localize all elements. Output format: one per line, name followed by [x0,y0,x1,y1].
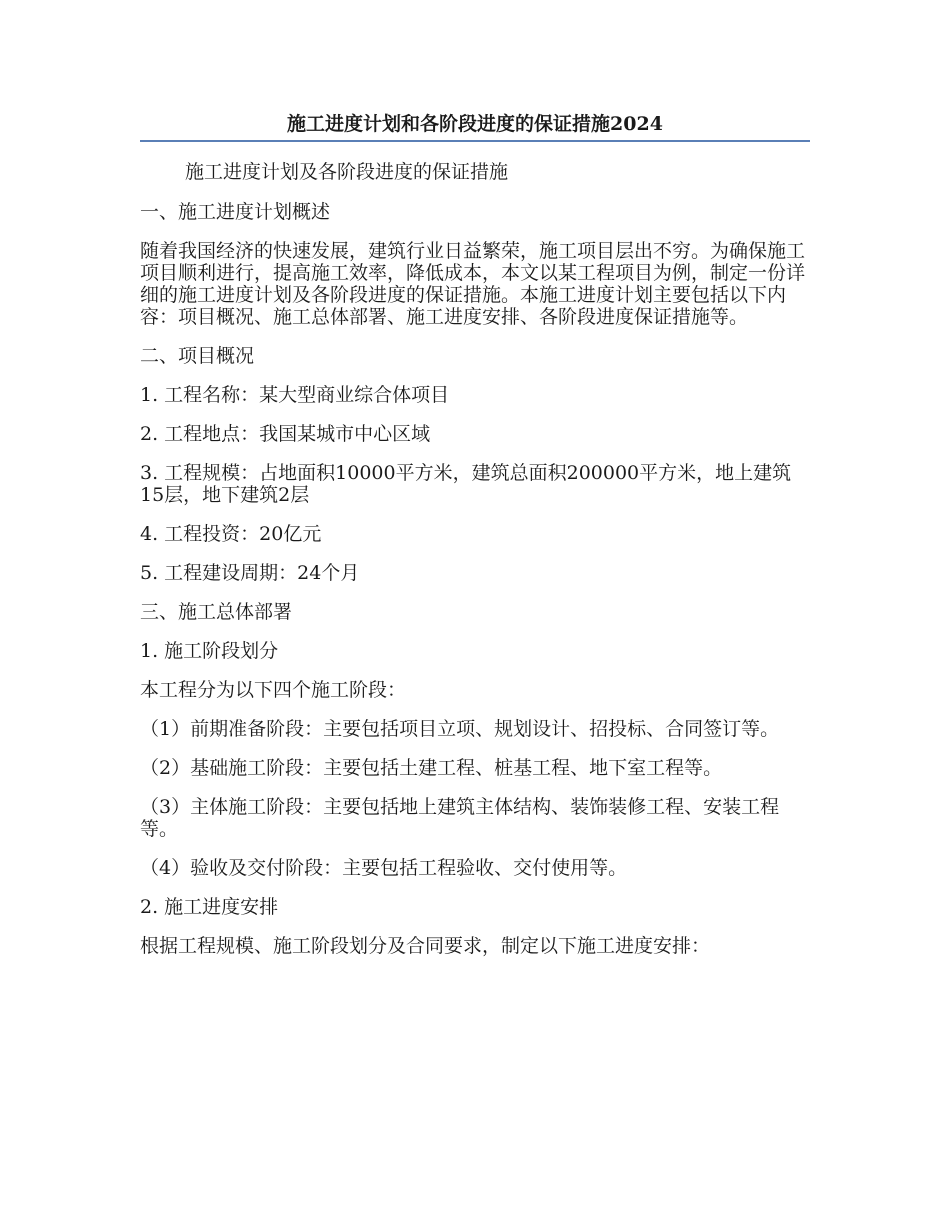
section-heading-overview: 一、施工进度计划概述 [140,201,331,223]
document-page [140,110,810,974]
document-subtitle: 施工进度计划及各阶段进度的保证措施 [185,161,509,183]
list-item-phase-1: （1）前期准备阶段：主要包括项目立项、规划设计、招投标、合同签订等。 [140,718,780,740]
paragraph-intro: 随着我国经济的快速发展，建筑行业日益繁荣，施工项目层出不穷。为确保施工项目顺利进行，提高施工效率，降低成本，本文以某工程项目为例，制定一份详细的施工进度计划及各阶段进度的保证措施。本施工进度计划主要包括以下内容：项目概况、施工总体部署、施工进度安排、各阶段进度保证措施等。 [140,240,806,328]
subheading-schedule: 2. 施工进度安排 [140,896,279,918]
subheading-phase-division: 1. 施工阶段划分 [140,640,279,662]
list-item-phase-4: （4）验收及交付阶段：主要包括工程验收、交付使用等。 [140,857,628,879]
list-item-project-scale: 3. 工程规模：占地面积10000平方米，建筑总面积200000平方米，地上建筑15层，地下建筑2层 [140,462,792,506]
list-item-project-name: 1. 工程名称：某大型商业综合体项目 [140,384,450,406]
title-underline [140,140,810,142]
list-item-project-period: 5. 工程建设周期：24个月 [140,562,360,584]
section-heading-deployment: 三、施工总体部署 [140,601,293,623]
section-heading-project-overview: 二、项目概况 [140,345,255,367]
document-title: 施工进度计划和各阶段进度的保证措施2024 [287,113,663,135]
list-item-phase-3: （3）主体施工阶段：主要包括地上建筑主体结构、装饰装修工程、安装工程等。 [140,796,780,840]
list-item-project-location: 2. 工程地点：我国某城市中心区域 [140,423,431,445]
paragraph-schedule-intro: 根据工程规模、施工阶段划分及合同要求，制定以下施工进度安排： [140,935,711,957]
paragraph-phase-intro: 本工程分为以下四个施工阶段： [140,679,407,701]
list-item-phase-2: （2）基础施工阶段：主要包括土建工程、桩基工程、地下室工程等。 [140,757,723,779]
list-item-project-investment: 4. 工程投资：20亿元 [140,523,322,545]
